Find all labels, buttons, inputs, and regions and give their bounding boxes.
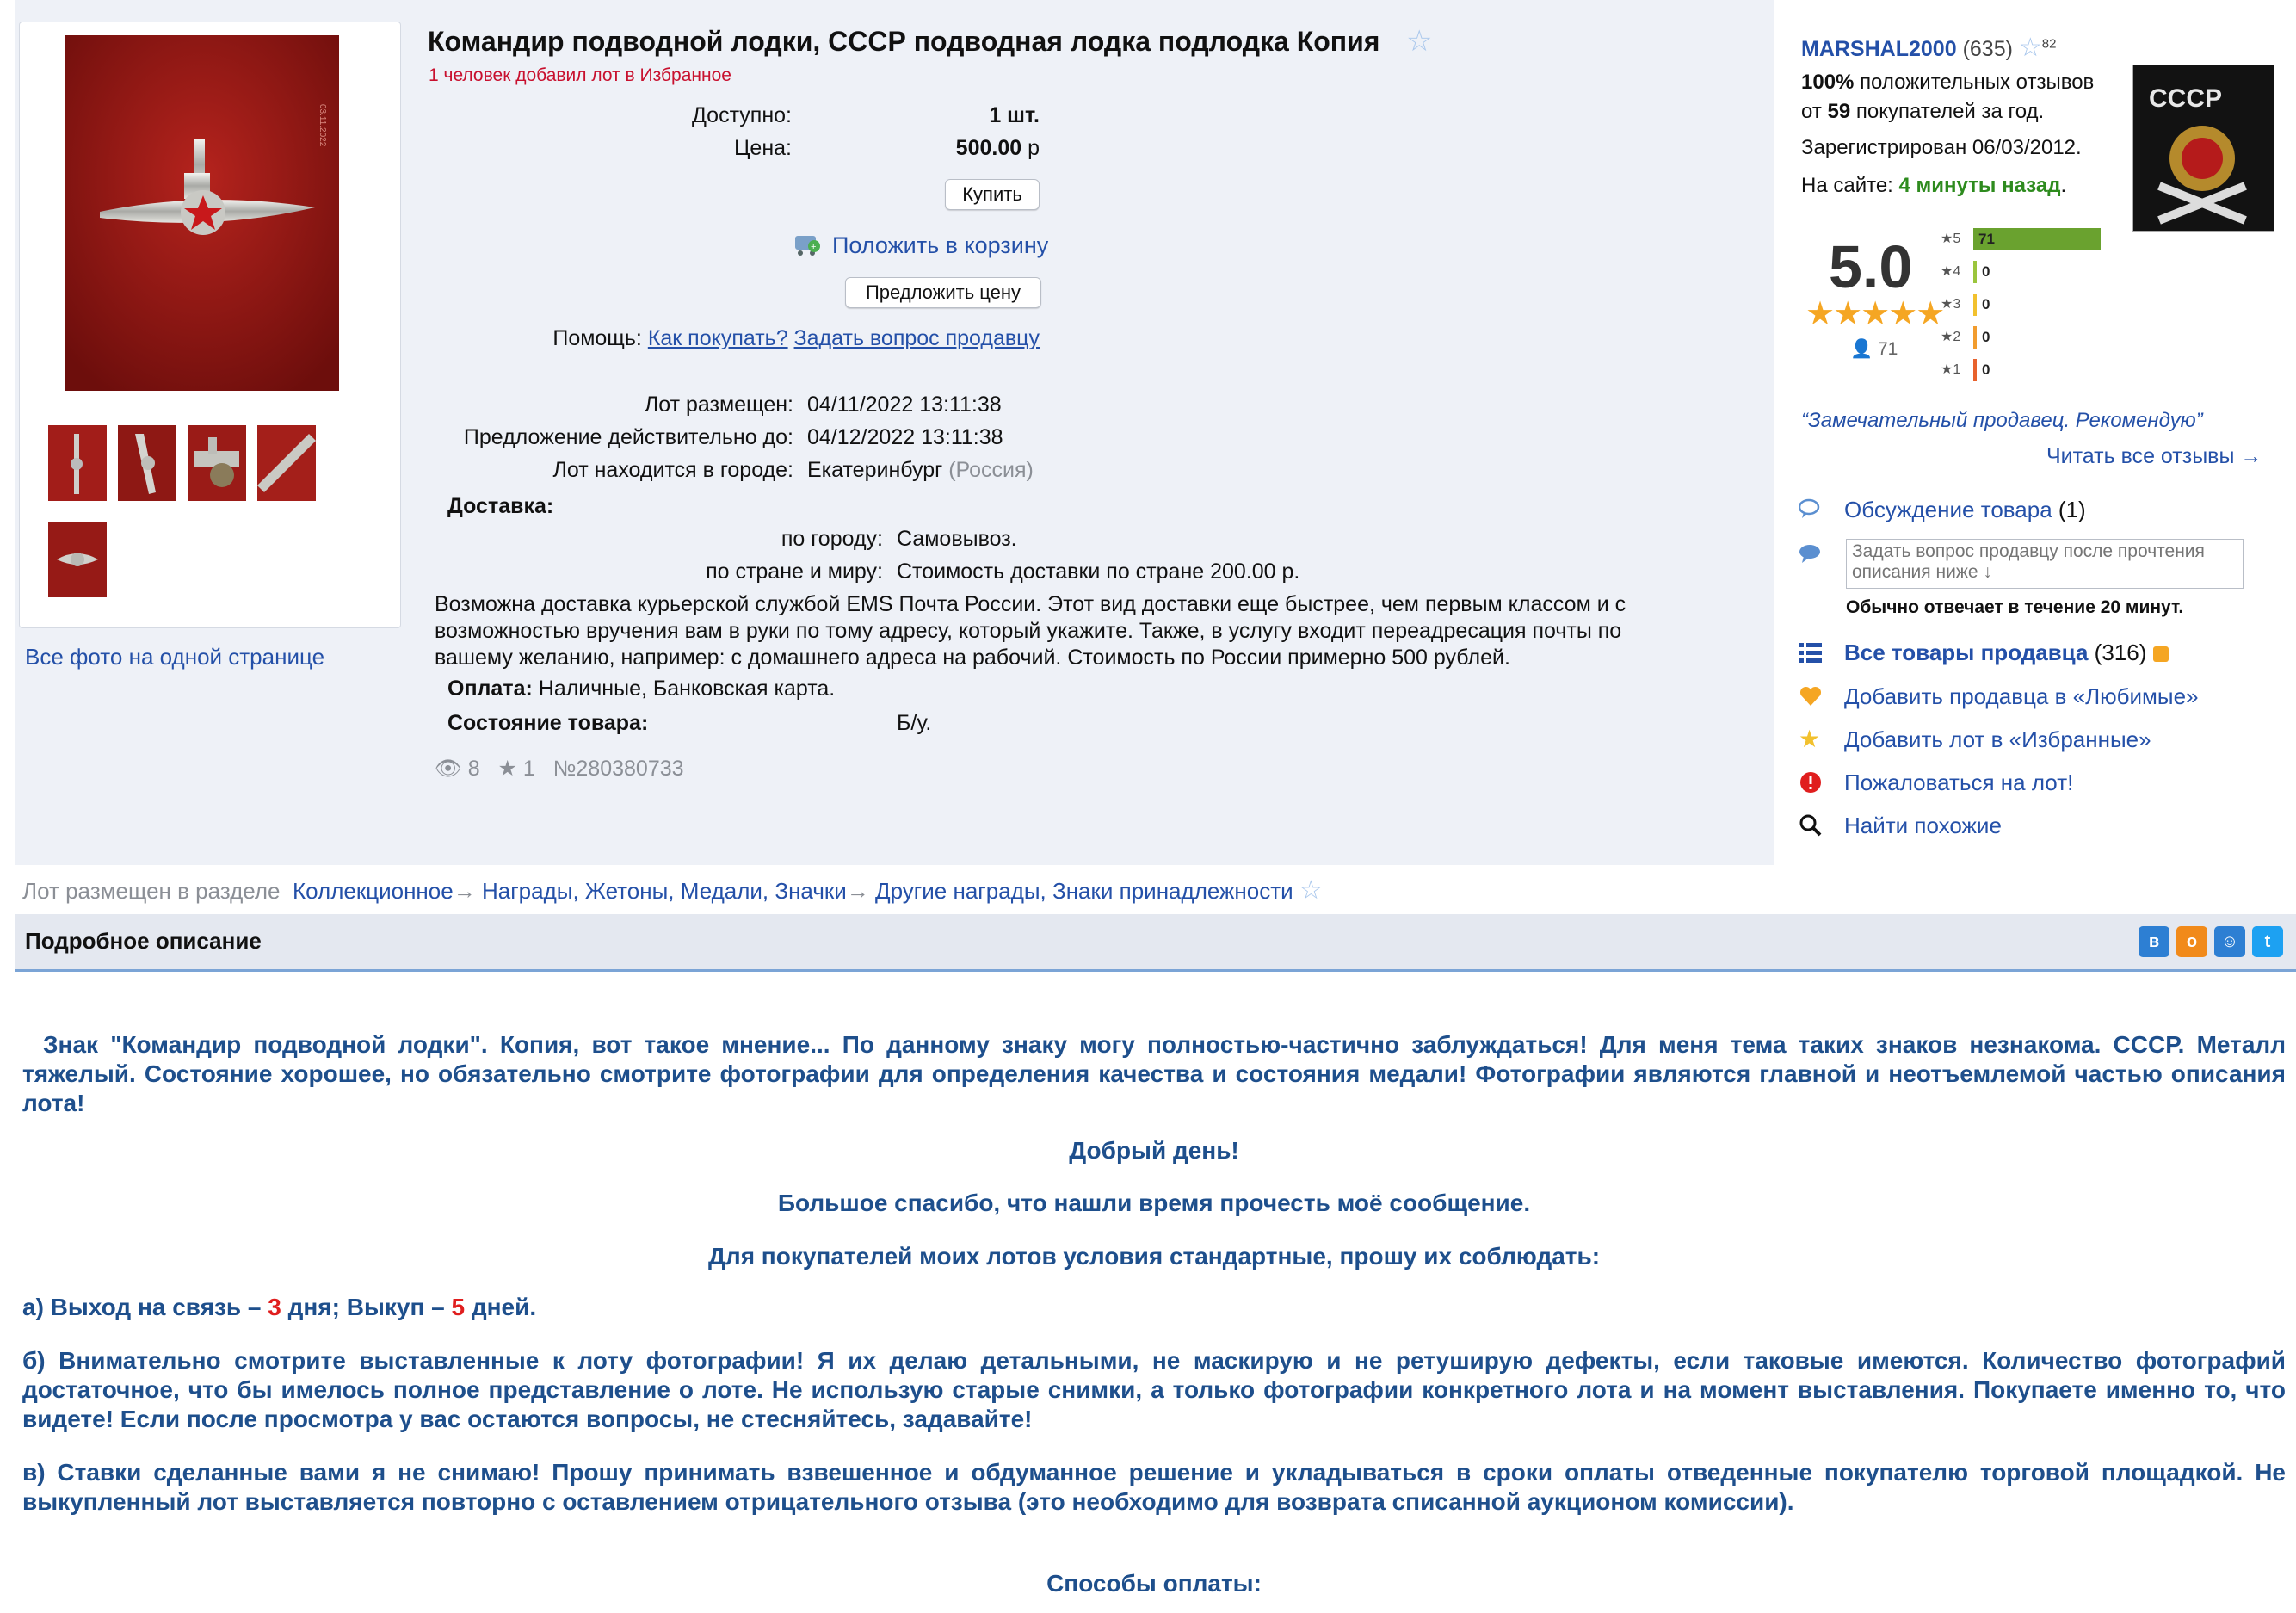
mailru-share-icon[interactable]: ☺ [2214, 926, 2245, 957]
thumbnail-1[interactable] [48, 425, 107, 501]
how-to-buy-link[interactable]: Как покупать? [647, 326, 788, 350]
available-value: 1 шт. [989, 103, 1040, 127]
user-icon: 👤 [1850, 339, 1873, 359]
alert-icon [1799, 770, 1823, 794]
breadcrumb-prefix: Лот размещен в разделе [22, 878, 281, 904]
add-to-cart-link[interactable]: Положить в корзину [832, 232, 1049, 258]
star-add-icon: ★ [1799, 726, 1821, 752]
vk-share-icon[interactable]: в [2139, 926, 2169, 957]
rss-icon[interactable] [2153, 646, 2169, 662]
delivery-label: Доставка: [447, 494, 554, 518]
all-photos-link[interactable]: Все фото на одной странице [25, 644, 325, 670]
seller-header [1801, 33, 2056, 63]
description-rule-a: а) Выход на связь – 3 дня; Выкуп – 5 дней. [22, 1294, 537, 1320]
ask-seller-textarea[interactable] [1846, 539, 2244, 589]
price-label: Цена: [733, 136, 792, 160]
read-all-reviews-link[interactable]: Читать все отзывы → [2046, 444, 2262, 468]
breadcrumb-item-collectibles[interactable]: Коллекционное [292, 878, 454, 904]
description-rule-b: б) Внимательно смотрите выставленные к лоту фотографии! Я их делаю детальными, не маскирую и не ретуширую дефекты, если таковые имеются. Количество фотографий достаточное, что бы имелось полное представление о лоте. Не использую старые снимки, а только фотографии конкретного лота и на момент выставления. Покупаете именно то, что видете! Если после просмотра у вас остаются вопросы, не стесняйтесь, задавайте! [22, 1347, 2286, 1432]
delivery-city-value: Самовывоз. [897, 527, 1017, 551]
description-greeting: Добрый день! [1069, 1137, 1239, 1164]
search-icon [1799, 813, 1823, 837]
description-header [15, 914, 2296, 972]
valid-until-value: 04/12/2022 13:11:38 [807, 425, 1003, 449]
lot-stats [435, 756, 684, 782]
views-count: 8 [467, 757, 480, 781]
add-favorite-seller-link[interactable]: Добавить продавца в «Любимые» [1844, 683, 2199, 709]
cart-icon[interactable] [792, 229, 821, 256]
valid-until-label: Предложение действительно до: [463, 425, 793, 449]
breadcrumb-star-icon[interactable]: ☆ [1299, 876, 1323, 905]
payment-label: Оплата: [447, 677, 533, 701]
lot-number: №280380733 [552, 757, 684, 781]
breadcrumb-item-other-awards[interactable]: Другие награды, Знаки принадлежности [875, 878, 1293, 904]
posted-value: 04/11/2022 13:11:38 [807, 392, 1002, 417]
payment-value: Наличные, Банковская карта. [538, 677, 836, 701]
find-similar-link[interactable]: Найти похожие [1844, 813, 2002, 838]
description-intro: Знак "Командир подводной лодки". Копия, вот такое мнение... По данному знаку могу полностью-частично заблуждаться! Для меня тема таких знаков незнакома. СССР. Металл тяжелый. Состояние хорошее, но обязательно смотрите фотографии для определения качества и состояния медали! Фотографии являются главной и неотъемлемой частью описания лота! [22, 1031, 2286, 1116]
description-conditions: Для покупателей моих лотов условия стандартные, прошу их соблюдать: [707, 1243, 1601, 1270]
seller-buyers: от 59 покупателей за год. [1801, 100, 2045, 123]
response-time: Обычно отвечает в течение 20 минут. [1846, 597, 2184, 617]
stars-count: 1 [522, 757, 535, 781]
seller-registered: Зарегистрирован 06/03/2012. [1801, 136, 2082, 159]
breadcrumb: Лот размещен в разделе Коллекционное→ Награды, Жетоны, Медали, Значки→ Другие награды, Знаки принадлежности ☆ [22, 876, 1323, 905]
help-row [552, 326, 1040, 351]
seller-online: На сайте: 4 минуты назад. [1801, 174, 2067, 197]
condition-label: Состояние товара: [447, 711, 649, 735]
description-payment-methods: Способы оплаты: [1046, 1570, 1262, 1597]
buy-button[interactable]: Купить [945, 179, 1040, 210]
svg-text:+: + [811, 242, 817, 252]
thumbnail-2[interactable] [118, 425, 176, 501]
seller-avatar[interactable] [2132, 65, 2274, 232]
rating-votes: 👤 71 [1850, 339, 1898, 359]
star-icon: ★ [497, 757, 517, 781]
seller-positive: 100% положительных отзывов [1801, 71, 2095, 94]
favorites-note: 1 человек добавил лот в Избранное [429, 65, 731, 85]
complain-link[interactable]: Пожаловаться на лот! [1844, 769, 2074, 795]
heart-icon [1799, 684, 1823, 708]
payment-row [447, 677, 835, 701]
available-label: Доступно: [691, 103, 792, 127]
city-value: Екатеринбург (Россия) [807, 458, 1034, 482]
lot-title: Командир подводной лодки, СССР подводная лодка подлодка Копия [428, 26, 1380, 57]
list-icon [1799, 640, 1823, 664]
seller-name-link[interactable]: MARSHAL2000 [1801, 37, 1957, 61]
help-label: Помощь: [552, 326, 642, 350]
discussion-icon [1799, 497, 1823, 522]
seller-quote: “Замечательный продавец. Рекомендую” [1801, 409, 2203, 432]
ok-share-icon[interactable]: о [2176, 926, 2207, 957]
condition-value: Б/у. [897, 711, 932, 735]
description-thanks: Большое спасибо, что нашли время прочесть моё сообщение. [777, 1190, 1531, 1216]
favorite-star-icon[interactable]: ☆ [1406, 25, 1433, 58]
posted-label: Лот размещен: [644, 392, 793, 417]
delivery-world-value: Стоимость доставки по стране 200.00 р. [897, 559, 1300, 584]
seller-feedback-count[interactable]: (635) [1962, 37, 2013, 61]
offer-price-button[interactable]: Предложить цену [845, 277, 1041, 308]
question-icon [1799, 542, 1823, 566]
photo-date-stamp: 03.11.2022 [318, 104, 327, 147]
twitter-share-icon[interactable]: t [2252, 926, 2283, 957]
add-favorite-lot-link[interactable]: Добавить лот в «Избранные» [1844, 726, 2151, 752]
price-value: 500.00 р [955, 136, 1040, 160]
ask-seller-link[interactable]: Задать вопрос продавцу [793, 326, 1040, 350]
description-title: Подробное описание [25, 928, 262, 954]
thumbnail-4[interactable] [257, 425, 316, 501]
delivery-world-label: по стране и миру: [706, 559, 883, 584]
eye-icon: 👁 [435, 757, 462, 781]
main-photo[interactable] [65, 35, 339, 391]
thumbnail-3[interactable] [188, 425, 246, 501]
all-seller-items-link[interactable]: Все товары продавца (316) [1844, 640, 2169, 666]
seller-star-icon: ☆ [2018, 34, 2042, 62]
description-rule-v: в) Ставки сделанные вами я не снимаю! Прошу принимать взвешенное и обдуманное решение и укладываться в сроки оплаты отведенные покупателю торговой площадкой. Не выкупленный лот выставляется повторно с оставлением отрицательного отзыва (это необходимо для возврата списанной аукционом комиссии). [22, 1459, 2286, 1515]
discussion-link[interactable]: Обсуждение товара (1) [1844, 497, 2086, 522]
city-label: Лот находится в городе: [552, 458, 793, 482]
avatar-text: СССР [2149, 84, 2223, 113]
seller-star-count: 82 [2041, 36, 2057, 52]
rating-score: 5.0 [1829, 233, 1913, 300]
breadcrumb-item-awards[interactable]: Награды, Жетоны, Медали, Значки [481, 878, 847, 904]
thumbnail-5[interactable] [48, 522, 107, 597]
rating-stars: ★★★★★ [1805, 296, 1944, 332]
delivery-city-label: по городу: [781, 527, 883, 551]
delivery-note: Возможна доставка курьерской службой EMS Почта России. Этот вид доставки еще быстрее, чем первым классом и с возможностью вручения вам в руки по тому адресу, который укажите. Также, в услугу входит переадресация почты по вашему желанию, например: с домашнего адреса на рабочий. Стоимость по России примерно 500 рублей. [435, 592, 1626, 670]
